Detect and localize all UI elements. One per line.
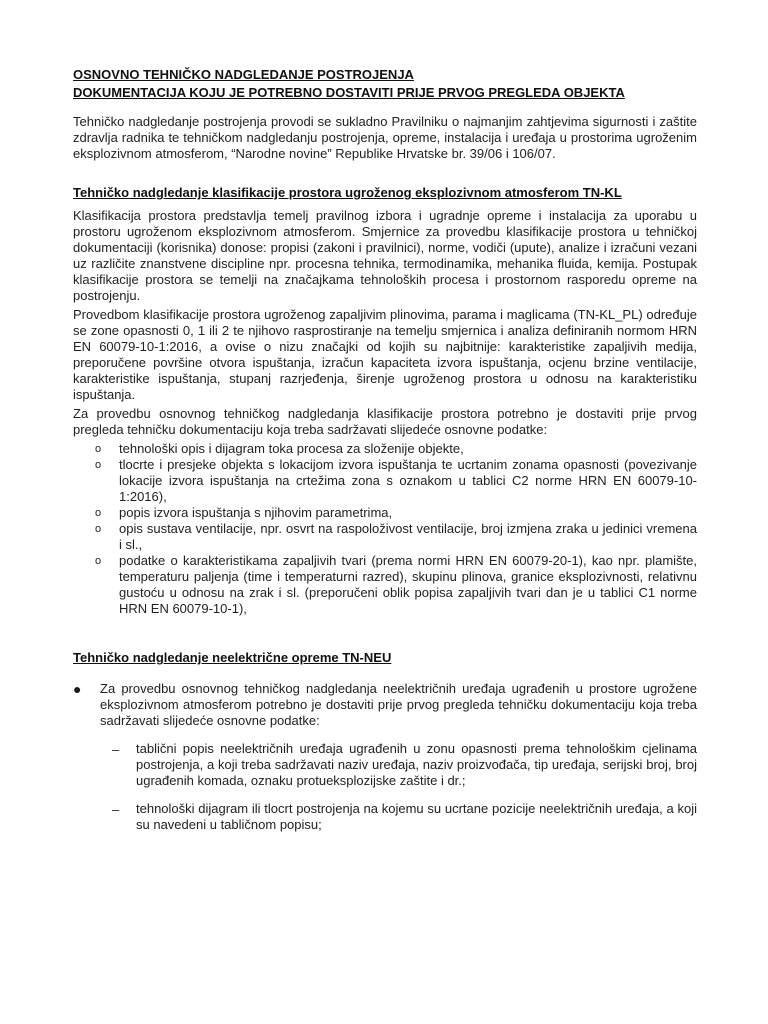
list-item	[100, 801, 697, 833]
list-marker: o	[95, 459, 102, 471]
list-item	[73, 441, 697, 457]
document-title: OSNOVNO TEHNIČKO NADGLEDANJE POSTROJENJA	[73, 67, 414, 82]
list-item	[73, 457, 697, 505]
section-tn-neu-title: Tehničko nadgledanje neelektrične opreme TN-NEU	[73, 650, 392, 665]
section-spacer	[73, 627, 697, 649]
section-tn-kl	[73, 184, 697, 617]
section-tn-kl-paragraph-2: Provedbom klasifikacije prostora ugroženog zapaljivim plinovima, parama i maglicama (TN-KL_PL) određuje se zone opasnosti 0, 1 ili 2 te njihovo rasprostiranje na temelju smjernica i analiza definiranih normom HRN EN 60079-10-1:2016, a ovise o nizu značajki od kojih su najbitnije: karakteristike zapaljivih medija, preporučene površine otvora ispuštanja, izračun kapaciteta izvora ispuštanja, ocjenu brzine ventilacije, karakteristike ispuštanja, stupanj razrjeđenja, širenje ugroženog prostora u odnosu na karakteristiku ispuštanja.	[73, 307, 697, 402]
list-marker: o	[95, 555, 102, 567]
list-item-text: popis izvora ispuštanja s njihovim parametrima,	[119, 505, 393, 520]
tn-neu-requirements-list	[100, 741, 697, 833]
list-marker: o	[95, 523, 102, 535]
list-marker: o	[95, 507, 102, 519]
list-item-text: tlocrte i presjeke objekta s lokacijom izvora ispuštanja te ucrtanim zonama opasnosti (povezivanje lokacije izvora ispuštanja na crtežima zona s oznakom u tablici C2 norme HRN EN 60079-10-1:2016),	[119, 457, 697, 504]
list-item	[100, 741, 697, 789]
list-item-text: tehnološki dijagram ili tlocrt postrojenja na kojemu su ucrtane pozicije neelektričnih uređaja, a koji su navedeni u tabličnom popisu;	[136, 801, 697, 832]
tn-neu-bullet-block	[73, 681, 697, 833]
intro-paragraph: Tehničko nadgledanje postrojenja provodi se sukladno Pravilniku o najmanjim zahtjevima sigurnosti i zaštite zdravlja radnika te tehničkom nadgledanju postrojenja, opreme, instalacija i uređaja u prostorima ugroženim eksplozivnom atmosferom, “Narodne novine” Republike Hrvatske br. 39/06 i 106/07.	[73, 114, 697, 161]
list-item	[73, 505, 697, 521]
document-subtitle: DOKUMENTACIJA KOJU JE POTREBNO DOSTAVITI PRIJE PRVOG PREGLEDA OBJEKTA	[73, 85, 625, 100]
list-item	[73, 553, 697, 617]
list-item	[73, 521, 697, 553]
list-marker: o	[95, 443, 102, 455]
section-tn-kl-paragraph-1: Klasifikacija prostora predstavlja temelj pravilnog izbora i ugradnje opreme i instalacija za uporabu u prostoru ugroženom eksplozivnom atmosferom. Smjernice za provedbu klasifikacije prostora u tehničkoj dokumentaciji (korisnika) donose: propisi (zakoni i pravilnici), norme, vodiči (upute), analize i izračuni vezani uz različite znanstvene discipline npr. procesna tehnika, termodinamika, mehanika fluida, kemija. Postupak klasifikacije prostora se temelji na značajkama tehnoloških procesa i prostornom rasporedu opreme na postrojenju.	[73, 208, 697, 303]
section-tn-kl-title: Tehničko nadgledanje klasifikacije prostora ugroženog eksplozivnom atmosferom TN-KL	[73, 185, 622, 200]
section-tn-neu-intro: Za provedbu osnovnog tehničkog nadgledanja neelektričnih uređaja ugrađenih u prostore ugrožene eksplozivnom atmosferom potrebno je dostaviti prije prvog pregleda tehničku dokumentaciju koja treba sadržavati slijedeće osnovne podatke:	[100, 681, 697, 728]
list-dash: –	[112, 742, 120, 757]
list-item-text: tablični popis neelektričnih uređaja ugrađenih u zonu opasnosti prema tehnološkim cjelinama postrojenja, a koji treba sadržavati naziv uređaja, naziv proizvođača, tip uređaja, serijski broj, broj ugrađenih komada, oznaku protueksplozijske zaštite i dr.;	[136, 741, 697, 788]
bullet-dot-icon: ●	[73, 681, 82, 697]
list-item-text: podatke o karakteristikama zapaljivih tvari (prema normi HRN EN 60079-20-1), kao npr. plamište, temperaturu paljenja (time i temperaturni razred), skupinu plinova, granice eksplozivnosti, relativnu gustoću u odnosu na zrak i sl. (preporučeni oblik popisa zapaljivih tvari dan je u tablici C1 norme HRN EN 60079-10-1),	[119, 553, 697, 616]
list-item-text: tehnološki opis i dijagram toka procesa za složenije objekte,	[119, 441, 464, 456]
tn-kl-requirements-list	[73, 441, 697, 617]
list-item-text: opis sustava ventilacije, npr. osvrt na raspoloživost ventilacije, broj izmjena zraka u jedinici vremena i sl.,	[119, 521, 697, 552]
section-tn-kl-paragraph-3: Za provedbu osnovnog tehničkog nadgledanja klasifikacije prostora potrebno je dostaviti prije prvog pregleda tehničku dokumentaciju koja treba sadržavati slijedeće osnovne podatke:	[73, 406, 697, 437]
list-dash: –	[112, 802, 120, 817]
document-page	[73, 66, 697, 845]
section-tn-neu	[73, 649, 697, 833]
